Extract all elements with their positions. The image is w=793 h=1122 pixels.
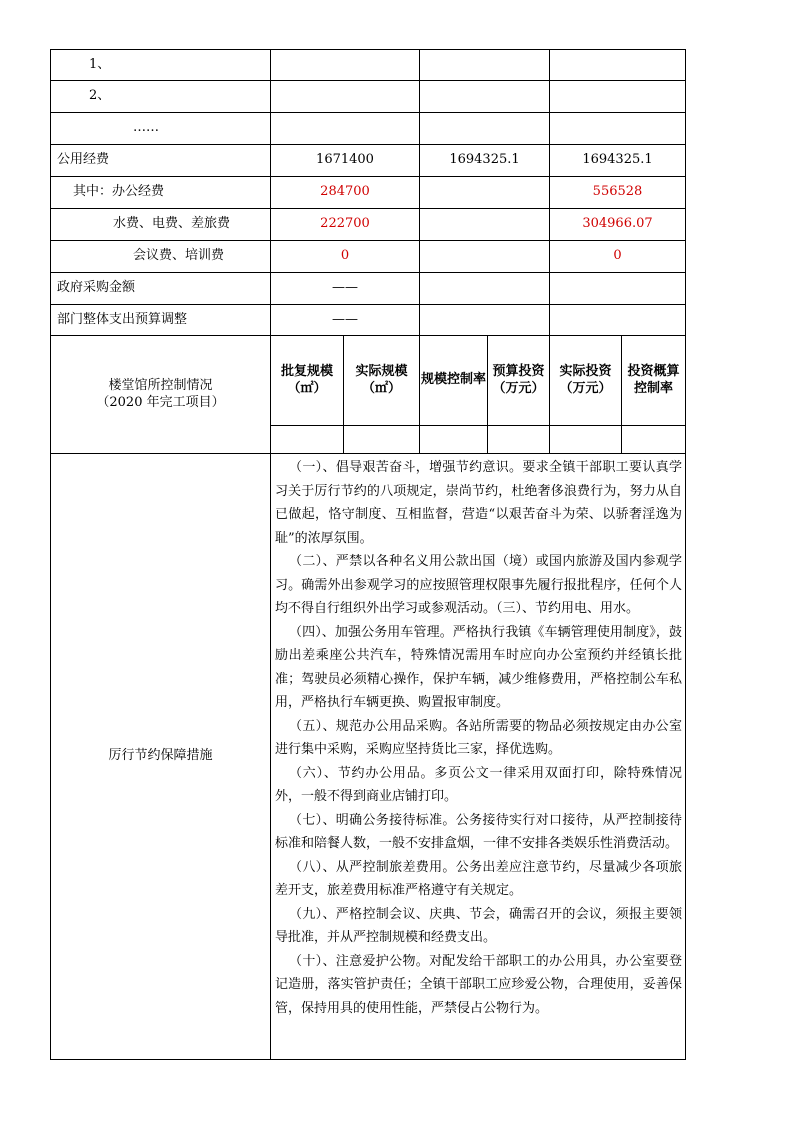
- public-funds-adjusted: 1694325.1: [420, 145, 550, 177]
- cell: [488, 426, 550, 454]
- expenditure-table: [50, 49, 686, 1060]
- cell: [420, 305, 550, 336]
- cell: [271, 81, 420, 113]
- procurement-value: ——: [271, 273, 420, 305]
- table-row: [51, 50, 686, 81]
- table-row: [51, 81, 686, 113]
- cell: [550, 113, 686, 145]
- cell: [550, 305, 686, 336]
- cell: [550, 426, 622, 454]
- cell: [420, 177, 550, 209]
- budget-adjust-label: 部门整体支出预算调整: [51, 305, 271, 336]
- measures-label: 厉行节约保障措施: [51, 454, 271, 1060]
- header-actual-scale: 实际规模（㎡）: [344, 336, 420, 426]
- table-row: [51, 336, 686, 426]
- header-actual-investment: 实际投资（万元）: [550, 336, 622, 426]
- measure-paragraph: （六）、节约办公用品。多页公文一律采用双面打印，除特殊情况外，一般不得到商业店铺打印。: [275, 765, 682, 804]
- office-funds-label: 其中：办公经费: [51, 177, 271, 209]
- table-row: [51, 305, 686, 336]
- cell: [420, 241, 550, 273]
- measure-paragraph: （四）、加强公务用车管理。严格执行我镇《车辆管理使用制度》，鼓励出差乘座公共汽车，特殊情况需用车时应向办公室预约并经镇长批准；驾驶员必须精心操作，保护车辆，减少维修费用，严格控制公车私用，严格执行车辆更换、购置报审制度。: [275, 624, 682, 710]
- measure-paragraph: （五）、规范办公用品采购。各站所需要的物品必须按规定由办公室进行集中采购，采购应坚持货比三家，择优选购。: [275, 718, 682, 757]
- table-row: [51, 241, 686, 273]
- cell: [420, 209, 550, 241]
- cell: [420, 273, 550, 305]
- table-row: [51, 209, 686, 241]
- measure-paragraph: （九）、严格控制会议、庆典、节会，确需召开的会议，须报主要领导批准，并从严控制规模和经费支出。: [275, 906, 682, 945]
- table-row: [51, 454, 686, 1060]
- procurement-label: 政府采购金额: [51, 273, 271, 305]
- cell: [420, 50, 550, 81]
- cell: [550, 50, 686, 81]
- cell: [550, 81, 686, 113]
- meeting-funds-approved: 0: [271, 241, 420, 273]
- header-budget-investment: 预算投资（万元）: [488, 336, 550, 426]
- measure-paragraph: （十）、注意爱护公物。对配发给干部职工的办公用具，办公室要登记造册，落实管护责任；全镇干部职工应珍爱公物，合理使用，妥善保管，保持用具的使用性能，严禁侵占公物行为。: [275, 953, 682, 1016]
- header-approved-scale: 批复规模（㎡）: [271, 336, 344, 426]
- cell: [420, 81, 550, 113]
- utility-funds-approved: 222700: [271, 209, 420, 241]
- ellipsis-label: ……: [51, 113, 271, 145]
- measures-content: [271, 454, 686, 1060]
- building-control-label: [51, 336, 271, 454]
- cell: [271, 50, 420, 81]
- cell: [420, 426, 488, 454]
- measure-paragraph: （七）、明确公务接待标准。公务接待实行对口接待，从严控制接待标准和陪餐人数，一般不安排盒烟，一律不安排各类娱乐性消费活动。: [275, 812, 682, 851]
- office-funds-approved: 284700: [271, 177, 420, 209]
- cell: [420, 113, 550, 145]
- public-funds-label: 公用经费: [51, 145, 271, 177]
- building-control-subtitle: （2020 年完工项目）: [96, 394, 225, 410]
- measure-paragraph: （八）、从严控制旅差费用。公务出差应注意节约，尽量减少各项旅差开支，旅差费用标准严格遵守有关规定。: [275, 859, 682, 898]
- meeting-funds-label: 会议费、培训费: [51, 241, 271, 273]
- table-row: [51, 113, 686, 145]
- utility-funds-label: 水费、电费、差旅费: [51, 209, 271, 241]
- header-scale-control-rate: 规模控制率: [420, 336, 488, 426]
- item-2-label: 2、: [51, 81, 271, 113]
- cell: [622, 426, 686, 454]
- table-row: [51, 145, 686, 177]
- header-investment-control-rate: 投资概算控制率: [622, 336, 686, 426]
- cell: [271, 426, 344, 454]
- table-row: [51, 177, 686, 209]
- measure-paragraph: （二）、严禁以各种名义用公款出国（境）或国内旅游及国内参观学习。确需外出参观学习的应按照管理权限事先履行报批程序，任何个人均不得自行组织外出学习或参观活动。（三）、节约用电、用水。: [275, 554, 682, 616]
- public-funds-approved: 1671400: [271, 145, 420, 177]
- measure-paragraph: （一）、倡导艰苦奋斗，增强节约意识。要求全镇干部职工要认真学习关于厉行节约的八项规定，崇尚节约，杜绝奢侈浪费行为，努力从自已做起，恪守制度、互相监督，营造“以艰苦奋斗为荣、以骄奢淫逸为耻”的浓厚氛围。: [275, 460, 682, 546]
- table-row: [51, 273, 686, 305]
- building-control-title: 楼堂馆所控制情况: [108, 378, 213, 394]
- utility-funds-actual: 304966.07: [550, 209, 686, 241]
- cell: [550, 273, 686, 305]
- cell: [344, 426, 420, 454]
- cell: [271, 113, 420, 145]
- public-funds-actual: 1694325.1: [550, 145, 686, 177]
- meeting-funds-actual: 0: [550, 241, 686, 273]
- budget-adjust-value: ——: [271, 305, 420, 336]
- office-funds-actual: 556528: [550, 177, 686, 209]
- item-1-label: 1、: [51, 50, 271, 81]
